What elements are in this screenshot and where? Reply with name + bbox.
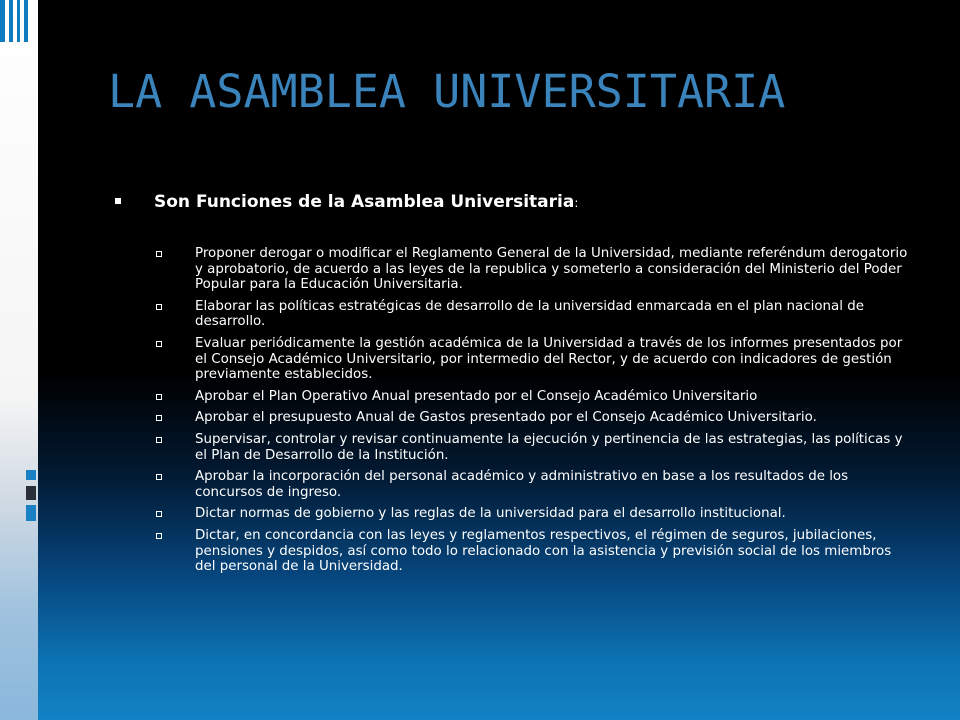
list-item-text: Aprobar el Plan Operativo Anual presentado por el Consejo Académico Universitario bbox=[195, 388, 758, 404]
decor-bar-top-4 bbox=[24, 0, 28, 42]
list-item bbox=[156, 389, 911, 405]
decor-block-1 bbox=[26, 470, 36, 480]
main-bullet-suffix: : bbox=[574, 196, 579, 210]
decor-block-3 bbox=[26, 505, 36, 521]
hollow-square-bullet-icon bbox=[156, 341, 162, 347]
hollow-square-bullet-icon bbox=[156, 511, 162, 517]
list-item bbox=[156, 246, 911, 293]
hollow-square-bullet-icon bbox=[156, 304, 162, 310]
list-item-text: Dictar, en concordancia con las leyes y reglamentos respectivos, el régimen de seguros, jubilaciones, pensiones y despidos, así como todo lo relacionado con la asistencia y previsión social de los miembros del personal de la Universidad. bbox=[195, 527, 892, 575]
list-item bbox=[156, 528, 911, 575]
decor-block-2 bbox=[26, 486, 36, 500]
list-item-text: Proponer derogar o modificar el Reglamento General de la Universidad, mediante referéndum derogatorio y aprobatorio, de acuerdo a las leyes de la republica y someterlo a consideración del Ministerio del Poder Popular para la Educación Universitaria. bbox=[195, 246, 908, 293]
list-item-text: Elaborar las políticas estratégicas de desarrollo de la universidad enmarcada en el plan nacional de desarrollo. bbox=[195, 298, 864, 330]
hollow-square-bullet-icon bbox=[156, 394, 162, 400]
hollow-square-bullet-icon bbox=[156, 415, 162, 421]
decor-bar-top-1 bbox=[0, 0, 5, 42]
list-item-text: Aprobar la incorporación del personal académico y administrativo en base a los resultados de los concursos de ingreso. bbox=[195, 469, 849, 500]
hollow-square-bullet-icon bbox=[156, 251, 162, 257]
slide-title: LA ASAMBLEA UNIVERSITARIA bbox=[108, 65, 786, 118]
list-item bbox=[156, 299, 911, 330]
hollow-square-bullet-icon bbox=[156, 533, 162, 539]
list-item-text: Supervisar, controlar y revisar continuamente la ejecución y pertinencia de las estrategias, las políticas y el Plan de Desarrollo de la Institución. bbox=[195, 431, 903, 463]
function-list bbox=[156, 246, 911, 581]
list-item bbox=[156, 506, 911, 522]
list-item-text: Dictar normas de gobierno y las reglas de la universidad para el desarrollo institucional. bbox=[195, 506, 786, 522]
decor-bar-top-2 bbox=[9, 0, 13, 42]
list-item bbox=[156, 432, 911, 463]
left-decorative-strip bbox=[0, 0, 38, 720]
list-item-text: Evaluar periódicamente la gestión académica de la Universidad a través de los informes presentados por el Consejo Académico Universitario, por intermedio del Rector, y de acuerdo con indicadores de gestión previamente establecidos. bbox=[195, 335, 903, 383]
list-item bbox=[156, 336, 911, 383]
decor-bar-top-3 bbox=[17, 0, 20, 42]
hollow-square-bullet-icon bbox=[156, 437, 162, 443]
main-bullet-text: Son Funciones de la Asamblea Universitaria bbox=[154, 192, 575, 212]
hollow-square-bullet-icon bbox=[156, 474, 162, 480]
list-item-text: Aprobar el presupuesto Anual de Gastos presentado por el Consejo Académico Universitario. bbox=[195, 410, 817, 426]
square-bullet-icon bbox=[115, 198, 121, 204]
list-item bbox=[156, 410, 911, 426]
list-item bbox=[156, 469, 911, 500]
